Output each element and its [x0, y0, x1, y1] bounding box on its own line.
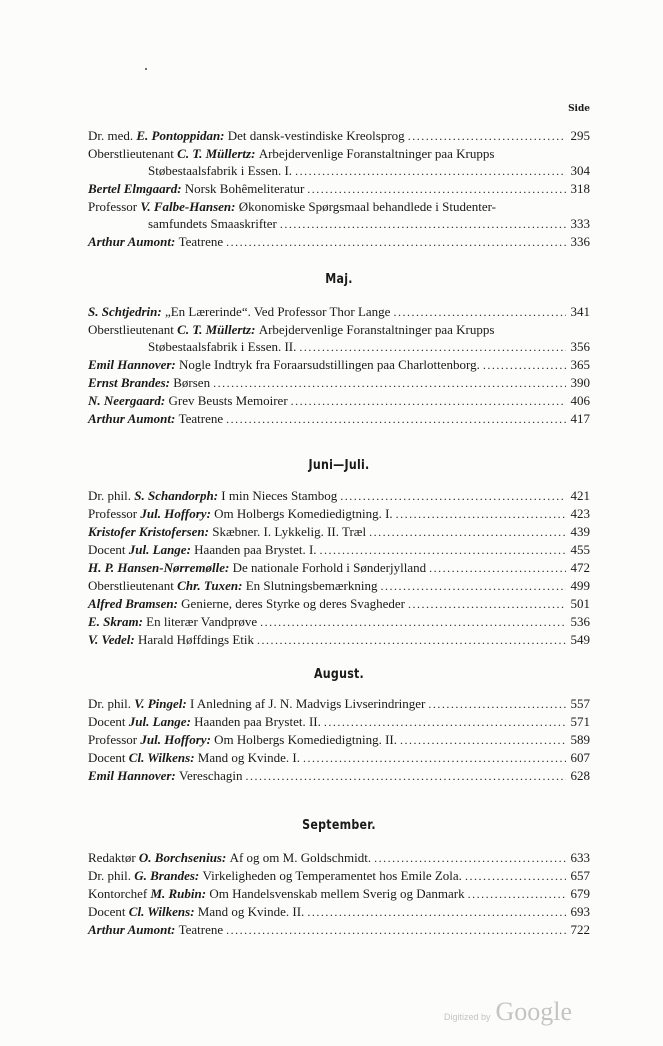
section-heading-maj: Maj.: [325, 272, 353, 287]
entry-author: C. T. Müllertz:: [177, 146, 256, 161]
entry-title: „En Lærerinde“. Ved Professor Thor Lange: [164, 304, 391, 319]
entry-prefix: Docent: [88, 714, 126, 729]
entry-page: 304: [570, 163, 590, 178]
entry-page: 501: [570, 596, 590, 611]
dot-leader: [408, 128, 566, 145]
toc-entry: [88, 867, 590, 885]
toc-entry: [88, 392, 590, 410]
entry-title: Teatrene: [178, 234, 224, 249]
entry-page: 439: [570, 524, 590, 539]
dot-leader: [295, 163, 566, 180]
entry-prefix: Kontorchef: [88, 886, 148, 901]
entry-prefix: Oberstlieutenant: [88, 146, 174, 161]
watermark-digitized-by: Digitized by: [444, 1012, 491, 1022]
stray-dot-mark: [145, 68, 147, 70]
toc-entry: [88, 613, 590, 631]
dot-leader: [226, 234, 566, 251]
dot-leader: [468, 886, 566, 903]
dot-leader: [340, 488, 566, 505]
dot-leader: [260, 614, 566, 631]
entry-author: V. Falbe-Hansen:: [140, 199, 236, 214]
watermark-google-logo: Google: [495, 997, 573, 1026]
entry-author: Jul. Hoffory:: [140, 732, 211, 747]
entry-prefix: Professor: [88, 506, 138, 521]
entry-page: 455: [570, 542, 590, 557]
dot-leader: [374, 850, 566, 867]
entry-page: 421: [570, 488, 590, 503]
entry-author: Jul. Lange:: [128, 714, 191, 729]
entry-author: C. T. Müllertz:: [177, 322, 256, 337]
entry-page: 365: [570, 357, 590, 372]
entry-prefix: Oberstlieutenant: [88, 322, 174, 337]
entry-page: 406: [570, 393, 590, 408]
entry-title: Det dansk-vestindiske Kreolsprog: [227, 128, 405, 143]
section-continued: [88, 127, 590, 251]
toc-entry: [88, 541, 590, 559]
entry-title: Om Handelsvenskab mellem Sverig og Danmark: [209, 886, 465, 901]
toc-entry: [88, 577, 590, 595]
entry-title: Arbejdervenlige Foranstaltninger paa Krupps: [258, 146, 495, 161]
dot-leader: [291, 393, 566, 410]
entry-title: Nogle Indtryk fra Foraarsudstillingen paa Charlottenborg.: [179, 357, 480, 372]
toc-entry: [88, 631, 590, 649]
entry-page: 318: [570, 181, 590, 196]
entry-author: V. Vedel:: [88, 632, 135, 647]
toc-entry: [88, 559, 590, 577]
entry-title: Teatrene: [178, 411, 224, 426]
entry-author: H. P. Hansen-Nørremølle:: [88, 560, 230, 575]
toc-entry: [88, 731, 590, 749]
entry-author: S. Schtjedrin:: [88, 304, 162, 319]
toc-entry: [88, 505, 590, 523]
toc-entry: [88, 921, 590, 939]
entry-prefix: Dr. med.: [88, 128, 134, 143]
entry-page: 589: [570, 732, 590, 747]
toc-entry: [88, 374, 590, 392]
toc-entry: [88, 233, 590, 251]
entry-author: O. Borchsenius:: [138, 850, 227, 865]
dot-leader: [429, 560, 566, 577]
entry-page: 657: [570, 868, 590, 883]
entry-page: 679: [570, 886, 590, 901]
entry-prefix: Oberstlieutenant: [88, 578, 174, 593]
toc-entry: [88, 180, 590, 198]
toc-entry: [88, 321, 590, 356]
entry-author: Kristofer Kristofersen:: [88, 524, 209, 539]
entry-title-cont: Støbestaalsfabrik i Essen. II.: [148, 339, 297, 354]
entry-page: 472: [570, 560, 590, 575]
entry-author: M. Rubin:: [150, 886, 207, 901]
dot-leader: [226, 922, 566, 939]
google-watermark: [444, 997, 572, 1027]
entry-prefix: Docent: [88, 542, 126, 557]
entry-prefix: Professor: [88, 732, 138, 747]
entry-prefix: Dr. phil.: [88, 488, 131, 503]
section-maj: [88, 303, 590, 428]
dot-leader: [465, 868, 566, 885]
dot-leader: [299, 339, 566, 356]
entry-title: Økonomiske Spørgsmaal behandlede i Studenter-: [238, 199, 497, 214]
dot-leader: [226, 411, 566, 428]
entry-author: Arthur Aumont:: [88, 234, 176, 249]
entry-title: Norsk Bohêmeliteratur: [184, 181, 305, 196]
entry-author: Chr. Tuxen:: [177, 578, 243, 593]
entry-title: Børsen: [173, 375, 211, 390]
dot-leader: [246, 768, 566, 785]
entry-title: En Slutningsbemærkning: [245, 578, 378, 593]
entry-prefix: Redaktør: [88, 850, 136, 865]
dot-leader: [280, 216, 566, 233]
entry-prefix: Dr. phil.: [88, 868, 131, 883]
entry-author: Emil Hannover:: [88, 768, 176, 783]
toc-entry: [88, 595, 590, 613]
dot-leader: [324, 714, 566, 731]
entry-page: 628: [570, 768, 590, 783]
toc-entry: [88, 713, 590, 731]
dot-leader: [393, 304, 566, 321]
entry-title: Vereschagin: [179, 768, 243, 783]
entry-title: Harald Høffdings Etik: [137, 632, 254, 647]
entry-author: Cl. Wilkens:: [128, 904, 195, 919]
section-heading-september: September.: [302, 818, 376, 833]
entry-author: Ernst Brandes:: [88, 375, 170, 390]
entry-title: I Anledning af J. N. Madvigs Livserindringer: [189, 696, 426, 711]
entry-author: Cl. Wilkens:: [128, 750, 195, 765]
entry-title: Teatrene: [178, 922, 224, 937]
section-heading-august: August.: [313, 667, 365, 682]
entry-page: 417: [570, 411, 590, 426]
entry-prefix: Docent: [88, 750, 126, 765]
entry-page: 693: [570, 904, 590, 919]
entry-page: 722: [570, 922, 590, 937]
entry-title: Haanden paa Brystet. II.: [194, 714, 321, 729]
entry-author: S. Schandorph:: [134, 488, 219, 503]
dot-leader: [408, 596, 566, 613]
entry-title: Mand og Kvinde. I.: [197, 750, 300, 765]
toc-entry: [88, 127, 590, 145]
toc-entry: [88, 849, 590, 867]
toc-entry: [88, 749, 590, 767]
entry-author: E. Pontoppidan:: [136, 128, 225, 143]
toc-entry: [88, 356, 590, 374]
entry-page: 633: [570, 850, 590, 865]
entry-page: 607: [570, 750, 590, 765]
toc-entry: [88, 410, 590, 428]
entry-page: 341: [570, 304, 590, 319]
dot-leader: [213, 375, 566, 392]
dot-leader: [381, 578, 567, 595]
toc-entry: [88, 885, 590, 903]
entry-author: G. Brandes:: [134, 868, 200, 883]
entry-page: 571: [570, 714, 590, 729]
entry-page: 356: [570, 339, 590, 354]
entry-page: 549: [570, 632, 590, 647]
section-september: [88, 849, 590, 939]
entry-author: Emil Hannover:: [88, 357, 176, 372]
section-heading-juni-juli: Juni—Juli.: [308, 458, 370, 473]
entry-title: Haanden paa Brystet. I.: [194, 542, 317, 557]
toc-entry: [88, 487, 590, 505]
toc-entry: [88, 767, 590, 785]
entry-title: Mand og Kvinde. II.: [197, 904, 305, 919]
entry-author: N. Neergaard:: [88, 393, 166, 408]
dot-leader: [428, 696, 566, 713]
toc-entry: [88, 145, 590, 180]
entry-title: I min Nieces Stambog: [221, 488, 338, 503]
dot-leader: [307, 904, 566, 921]
entry-page: 536: [570, 614, 590, 629]
entry-title: Arbejdervenlige Foranstaltninger paa Krupps: [258, 322, 495, 337]
dot-leader: [307, 181, 566, 198]
side-column-label: Side: [568, 104, 590, 114]
dot-leader: [369, 524, 566, 541]
dot-leader: [396, 506, 566, 523]
entry-title: Om Holbergs Komediedigtning. II.: [214, 732, 397, 747]
toc-entry: [88, 903, 590, 921]
entry-title: Genierne, deres Styrke og deres Svagheder: [181, 596, 405, 611]
dot-leader: [303, 750, 566, 767]
entry-title: En literær Vandprøve: [146, 614, 258, 629]
entry-author: Bertel Elmgaard:: [88, 181, 182, 196]
entry-title: De nationale Forhold i Sønderjylland: [232, 560, 427, 575]
toc-entry: [88, 695, 590, 713]
entry-title-cont: Støbestaalsfabrik i Essen. I.: [148, 163, 293, 178]
entry-page: 333: [570, 216, 590, 231]
entry-author: Alfred Bramsen:: [88, 596, 178, 611]
entry-author: E. Skram:: [88, 614, 143, 629]
entry-author: V. Pingel:: [134, 696, 187, 711]
dot-leader: [257, 632, 566, 649]
dot-leader: [320, 542, 566, 559]
toc-entry: [88, 198, 590, 233]
entry-prefix: Dr. phil.: [88, 696, 131, 711]
entry-title: Om Holbergs Komediedigtning. I.: [214, 506, 393, 521]
entry-title: Af og om M. Goldschmidt.: [229, 850, 372, 865]
entry-title: Virkeligheden og Temperamentet hos Emile Zola.: [202, 868, 462, 883]
entry-title-cont: samfundets Smaaskrifter: [148, 216, 277, 231]
entry-prefix: Docent: [88, 904, 126, 919]
entry-author: Jul. Lange:: [128, 542, 191, 557]
section-august: [88, 695, 590, 785]
section-juni-juli: [88, 487, 590, 649]
toc-entry: [88, 523, 590, 541]
entry-page: 557: [570, 696, 590, 711]
entry-page: 295: [570, 128, 590, 143]
dot-leader: [483, 357, 566, 374]
entry-page: 390: [570, 375, 590, 390]
entry-page: 423: [570, 506, 590, 521]
entry-author: Jul. Hoffory:: [140, 506, 211, 521]
entry-prefix: Professor: [88, 199, 138, 214]
entry-author: Arthur Aumont:: [88, 922, 176, 937]
entry-author: Arthur Aumont:: [88, 411, 176, 426]
dot-leader: [400, 732, 566, 749]
entry-page: 336: [570, 234, 590, 249]
toc-entry: [88, 303, 590, 321]
entry-title: Skæbner. I. Lykkelig. II. Træl: [212, 524, 367, 539]
entry-page: 499: [570, 578, 590, 593]
entry-title: Grev Beusts Memoirer: [168, 393, 288, 408]
